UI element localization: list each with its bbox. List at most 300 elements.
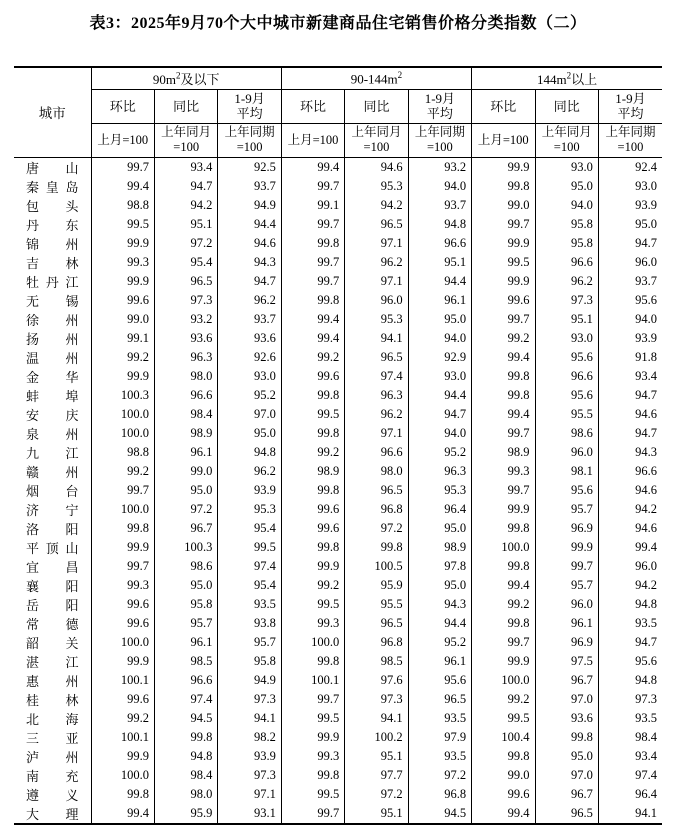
city-name: 九 江 [26, 445, 79, 461]
index-value: 95.1 [535, 310, 598, 329]
index-value: 94.6 [598, 519, 662, 538]
index-value: 93.0 [598, 177, 662, 196]
table-row [14, 709, 662, 728]
city-name: 湛 江 [26, 654, 79, 670]
index-value: 100.3 [91, 386, 154, 405]
index-value: 94.5 [408, 804, 471, 824]
index-value: 96.0 [345, 291, 408, 310]
table-row [14, 500, 662, 519]
index-value: 99.8 [91, 519, 154, 538]
index-value: 96.1 [408, 291, 471, 310]
index-value: 99.2 [281, 443, 344, 462]
index-value: 93.2 [408, 157, 471, 177]
index-value: 99.6 [472, 785, 535, 804]
city-name: 无 锡 [26, 293, 79, 309]
index-value: 95.1 [345, 804, 408, 824]
index-value: 96.8 [345, 633, 408, 652]
index-value: 93.4 [598, 747, 662, 766]
index-value: 99.8 [472, 557, 535, 576]
city-name: 丹 东 [26, 217, 79, 233]
index-value: 94.9 [218, 671, 281, 690]
index-value: 99.2 [91, 348, 154, 367]
index-value: 99.4 [472, 576, 535, 595]
index-value: 95.8 [535, 215, 598, 234]
index-value: 92.6 [218, 348, 281, 367]
index-value: 98.9 [408, 538, 471, 557]
index-value: 96.6 [408, 234, 471, 253]
index-value: 95.4 [154, 253, 217, 272]
index-value: 98.8 [91, 443, 154, 462]
index-value: 92.5 [218, 157, 281, 177]
index-value: 99.9 [91, 747, 154, 766]
index-value: 95.3 [408, 481, 471, 500]
city-name: 泸 州 [26, 749, 79, 765]
index-value: 99.7 [472, 215, 535, 234]
subheader-mom: 环比 [472, 89, 535, 123]
index-value: 96.6 [535, 367, 598, 386]
base-yoy: 上年同月 =100 [535, 123, 598, 157]
index-value: 97.2 [345, 519, 408, 538]
index-value: 95.0 [154, 481, 217, 500]
index-value: 94.3 [218, 253, 281, 272]
index-value: 94.6 [598, 481, 662, 500]
index-value: 97.4 [154, 690, 217, 709]
table-row [14, 367, 662, 386]
price-index-table [14, 66, 662, 825]
index-value: 99.5 [281, 595, 344, 614]
table-row [14, 671, 662, 690]
index-value: 99.9 [472, 652, 535, 671]
index-value: 95.7 [218, 633, 281, 652]
index-value: 97.0 [535, 766, 598, 785]
index-value: 99.8 [472, 177, 535, 196]
index-value: 93.7 [598, 272, 662, 291]
index-value: 97.4 [598, 766, 662, 785]
index-value: 96.5 [345, 614, 408, 633]
index-value: 98.5 [345, 652, 408, 671]
index-value: 100.0 [91, 766, 154, 785]
city-name: 秦 皇 岛 [26, 179, 79, 195]
city-name: 洛 阳 [26, 521, 79, 537]
index-value: 100.2 [345, 728, 408, 747]
table-body [14, 157, 662, 824]
index-value: 99.5 [472, 709, 535, 728]
index-value: 99.4 [472, 804, 535, 824]
index-value: 94.1 [345, 329, 408, 348]
index-value: 95.1 [345, 747, 408, 766]
index-value: 94.8 [218, 443, 281, 462]
table-row [14, 253, 662, 272]
index-value: 97.7 [345, 766, 408, 785]
base-avg: 上年同期 =100 [218, 123, 281, 157]
index-value: 99.6 [281, 500, 344, 519]
group-header-90-below: $90m^2$及以下 [91, 67, 281, 89]
city-name: 襄 阳 [26, 578, 79, 594]
index-value: 94.7 [598, 424, 662, 443]
index-value: 95.8 [535, 234, 598, 253]
index-value: 96.8 [408, 785, 471, 804]
index-value: 96.0 [598, 253, 662, 272]
index-value: 100.4 [472, 728, 535, 747]
index-value: 93.7 [218, 177, 281, 196]
city-name: 吉 林 [26, 255, 79, 271]
city-name: 安 庆 [26, 407, 79, 423]
index-value: 99.0 [154, 462, 217, 481]
index-value: 99.5 [91, 215, 154, 234]
city-name: 金 华 [26, 369, 79, 385]
index-value: 99.0 [472, 196, 535, 215]
index-value: 99.8 [281, 234, 344, 253]
city-name: 济 宁 [26, 502, 79, 518]
index-value: 97.3 [218, 690, 281, 709]
index-value: 95.3 [345, 177, 408, 196]
index-value: 99.9 [472, 272, 535, 291]
index-value: 100.5 [345, 557, 408, 576]
index-value: 93.6 [218, 329, 281, 348]
index-value: 96.4 [598, 785, 662, 804]
index-value: 99.3 [91, 576, 154, 595]
index-value: 99.0 [472, 766, 535, 785]
index-value: 98.5 [154, 652, 217, 671]
index-value: 94.2 [598, 576, 662, 595]
index-value: 95.5 [345, 595, 408, 614]
index-value: 99.7 [91, 157, 154, 177]
city-name: 扬 州 [26, 331, 79, 347]
index-value: 98.2 [218, 728, 281, 747]
index-value: 99.7 [281, 215, 344, 234]
index-value: 99.9 [472, 157, 535, 177]
city-name: 赣 州 [26, 464, 79, 480]
index-value: 96.2 [535, 272, 598, 291]
index-value: 95.2 [408, 443, 471, 462]
city-name: 三 亚 [26, 730, 79, 746]
subheader-mom: 环比 [281, 89, 344, 123]
index-value: 93.6 [535, 709, 598, 728]
index-value: 97.5 [535, 652, 598, 671]
base-avg: 上年同期 =100 [598, 123, 662, 157]
index-value: 98.9 [472, 443, 535, 462]
index-value: 99.8 [472, 747, 535, 766]
index-value: 99.8 [281, 538, 344, 557]
index-value: 99.8 [281, 652, 344, 671]
index-value: 94.0 [408, 424, 471, 443]
index-value: 95.6 [535, 481, 598, 500]
index-value: 91.8 [598, 348, 662, 367]
index-value: 99.7 [91, 481, 154, 500]
index-value: 99.9 [472, 500, 535, 519]
index-value: 94.4 [408, 386, 471, 405]
index-value: 100.0 [281, 633, 344, 652]
city-name: 包 头 [26, 198, 79, 214]
index-value: 99.8 [472, 386, 535, 405]
index-value: 99.7 [281, 690, 344, 709]
base-mom: 上月=100 [91, 123, 154, 157]
index-value: 99.7 [472, 481, 535, 500]
index-value: 99.6 [472, 291, 535, 310]
index-value: 99.2 [472, 329, 535, 348]
index-value: 97.4 [345, 367, 408, 386]
index-value: 96.7 [154, 519, 217, 538]
table-row [14, 785, 662, 804]
city-name: 牡 丹 江 [26, 274, 79, 290]
index-value: 99.3 [91, 253, 154, 272]
index-value: 99.8 [345, 538, 408, 557]
index-value: 96.1 [154, 633, 217, 652]
index-value: 95.4 [218, 519, 281, 538]
index-value: 95.8 [218, 652, 281, 671]
index-value: 93.2 [154, 310, 217, 329]
index-value: 99.6 [281, 367, 344, 386]
index-value: 97.1 [345, 272, 408, 291]
index-value: 96.3 [345, 386, 408, 405]
table-row [14, 234, 662, 253]
index-value: 96.7 [535, 785, 598, 804]
subheader-yoy: 同比 [154, 89, 217, 123]
index-value: 96.2 [345, 405, 408, 424]
index-value: 99.9 [281, 557, 344, 576]
index-value: 95.3 [218, 500, 281, 519]
table-row [14, 462, 662, 481]
index-value: 96.6 [154, 671, 217, 690]
index-value: 96.3 [408, 462, 471, 481]
table-row [14, 633, 662, 652]
table-row [14, 196, 662, 215]
table-row [14, 272, 662, 291]
table-row [14, 652, 662, 671]
index-value: 95.1 [408, 253, 471, 272]
city-name: 温 州 [26, 350, 79, 366]
index-value: 94.1 [218, 709, 281, 728]
index-value: 99.9 [91, 367, 154, 386]
index-value: 95.0 [154, 576, 217, 595]
index-value: 94.6 [218, 234, 281, 253]
table-row [14, 747, 662, 766]
index-value: 99.4 [281, 310, 344, 329]
index-value: 95.7 [535, 576, 598, 595]
index-value: 96.1 [535, 614, 598, 633]
index-value: 99.7 [281, 253, 344, 272]
table-row [14, 348, 662, 367]
index-value: 99.7 [281, 272, 344, 291]
index-value: 94.8 [598, 595, 662, 614]
subheader-avg: 1-9月 平均 [218, 89, 281, 123]
index-value: 99.9 [91, 538, 154, 557]
base-mom: 上月=100 [281, 123, 344, 157]
index-value: 99.8 [472, 367, 535, 386]
index-value: 93.8 [218, 614, 281, 633]
index-value: 96.0 [535, 595, 598, 614]
index-value: 94.0 [598, 310, 662, 329]
index-value: 95.9 [154, 804, 217, 824]
index-value: 99.3 [281, 747, 344, 766]
index-value: 93.7 [408, 196, 471, 215]
index-value: 95.0 [408, 519, 471, 538]
index-value: 96.5 [535, 804, 598, 824]
index-value: 93.5 [218, 595, 281, 614]
index-value: 94.6 [598, 405, 662, 424]
index-value: 97.3 [218, 766, 281, 785]
group-header-90-144: $90-144m^2$ [281, 67, 471, 89]
table-row [14, 595, 662, 614]
city-column-header: 城市 [14, 67, 91, 157]
index-value: 93.5 [408, 709, 471, 728]
index-value: 94.4 [218, 215, 281, 234]
city-name: 宜 昌 [26, 559, 79, 575]
index-value: 99.4 [598, 538, 662, 557]
table-row [14, 519, 662, 538]
index-value: 95.0 [535, 177, 598, 196]
index-value: 94.7 [154, 177, 217, 196]
city-name: 遵 义 [26, 787, 79, 803]
index-value: 93.1 [218, 804, 281, 824]
index-value: 96.1 [408, 652, 471, 671]
index-value: 99.5 [281, 405, 344, 424]
index-value: 98.0 [345, 462, 408, 481]
index-value: 94.7 [218, 272, 281, 291]
index-value: 98.0 [154, 785, 217, 804]
index-value: 94.8 [408, 215, 471, 234]
table-row [14, 443, 662, 462]
city-name: 烟 台 [26, 483, 79, 499]
index-value: 100.0 [91, 633, 154, 652]
index-value: 93.0 [535, 157, 598, 177]
index-value: 97.9 [408, 728, 471, 747]
index-value: 95.6 [408, 671, 471, 690]
index-value: 99.8 [281, 291, 344, 310]
index-value: 94.1 [598, 804, 662, 824]
index-value: 97.3 [535, 291, 598, 310]
table-header [14, 67, 662, 157]
index-value: 93.4 [154, 157, 217, 177]
index-value: 99.9 [91, 234, 154, 253]
city-name: 锦 州 [26, 236, 79, 252]
index-value: 99.8 [472, 614, 535, 633]
index-value: 94.0 [408, 329, 471, 348]
index-value: 93.0 [535, 329, 598, 348]
index-value: 97.3 [154, 291, 217, 310]
page-title: 表3：2025年9月70个大中城市新建商品住宅销售价格分类指数（二） [89, 15, 587, 32]
index-value: 95.2 [218, 386, 281, 405]
city-name: 惠 州 [26, 673, 79, 689]
index-value: 98.9 [281, 462, 344, 481]
index-value: 93.9 [218, 481, 281, 500]
index-value: 100.0 [472, 538, 535, 557]
city-name: 南 充 [26, 768, 79, 784]
index-value: 96.6 [154, 386, 217, 405]
index-value: 99.7 [281, 804, 344, 824]
index-value: 93.4 [598, 367, 662, 386]
index-value: 96.1 [154, 443, 217, 462]
index-value: 96.0 [535, 443, 598, 462]
index-value: 97.4 [218, 557, 281, 576]
index-value: 95.0 [535, 747, 598, 766]
index-value: 94.5 [154, 709, 217, 728]
index-value: 99.8 [281, 424, 344, 443]
table-row [14, 424, 662, 443]
index-value: 99.2 [281, 576, 344, 595]
index-value: 99.4 [91, 804, 154, 824]
table-row [14, 728, 662, 747]
index-value: 94.4 [408, 272, 471, 291]
table-row [14, 804, 662, 824]
table-row [14, 291, 662, 310]
table-row [14, 538, 662, 557]
base-avg: 上年同期 =100 [408, 123, 471, 157]
index-value: 99.9 [91, 652, 154, 671]
table-row [14, 576, 662, 595]
index-value: 96.2 [218, 462, 281, 481]
index-value: 99.5 [281, 785, 344, 804]
index-value: 99.8 [281, 386, 344, 405]
subheader-yoy: 同比 [345, 89, 408, 123]
index-value: 98.4 [154, 405, 217, 424]
index-value: 100.0 [91, 424, 154, 443]
city-name: 大 理 [26, 806, 79, 822]
index-value: 99.0 [91, 310, 154, 329]
index-value: 99.2 [472, 690, 535, 709]
index-value: 95.0 [218, 424, 281, 443]
index-value: 99.7 [535, 557, 598, 576]
subheader-mom: 环比 [91, 89, 154, 123]
subheader-yoy: 同比 [535, 89, 598, 123]
index-value: 94.7 [408, 405, 471, 424]
index-value: 98.0 [154, 367, 217, 386]
base-yoy: 上年同月 =100 [154, 123, 217, 157]
city-name: 唐 山 [26, 160, 79, 176]
index-value: 99.2 [281, 348, 344, 367]
index-value: 96.9 [535, 633, 598, 652]
index-value: 94.0 [408, 177, 471, 196]
index-value: 94.2 [345, 196, 408, 215]
index-value: 99.8 [281, 766, 344, 785]
index-value: 100.0 [91, 405, 154, 424]
index-value: 96.5 [408, 690, 471, 709]
city-name: 常 德 [26, 616, 79, 632]
index-value: 98.8 [91, 196, 154, 215]
index-value: 97.2 [345, 785, 408, 804]
index-value: 94.9 [218, 196, 281, 215]
index-value: 99.3 [472, 462, 535, 481]
index-value: 97.3 [598, 690, 662, 709]
index-value: 96.5 [345, 481, 408, 500]
index-value: 95.7 [154, 614, 217, 633]
index-value: 92.9 [408, 348, 471, 367]
table-row [14, 614, 662, 633]
index-value: 99.4 [472, 405, 535, 424]
index-value: 93.0 [408, 367, 471, 386]
index-value: 99.9 [91, 272, 154, 291]
index-value: 95.8 [154, 595, 217, 614]
city-name: 岳 阳 [26, 597, 79, 613]
city-name: 蚌 埠 [26, 388, 79, 404]
index-value: 96.5 [154, 272, 217, 291]
table-row [14, 766, 662, 785]
index-value: 99.4 [472, 348, 535, 367]
table-row [14, 557, 662, 576]
index-value: 100.1 [91, 728, 154, 747]
index-value: 97.1 [218, 785, 281, 804]
table-row [14, 405, 662, 424]
index-value: 95.5 [535, 405, 598, 424]
index-value: 93.5 [408, 747, 471, 766]
index-value: 99.5 [218, 538, 281, 557]
index-value: 96.0 [598, 557, 662, 576]
index-value: 94.8 [154, 747, 217, 766]
index-value: 92.4 [598, 157, 662, 177]
index-value: 96.6 [535, 253, 598, 272]
index-value: 95.1 [154, 215, 217, 234]
index-value: 95.0 [408, 310, 471, 329]
